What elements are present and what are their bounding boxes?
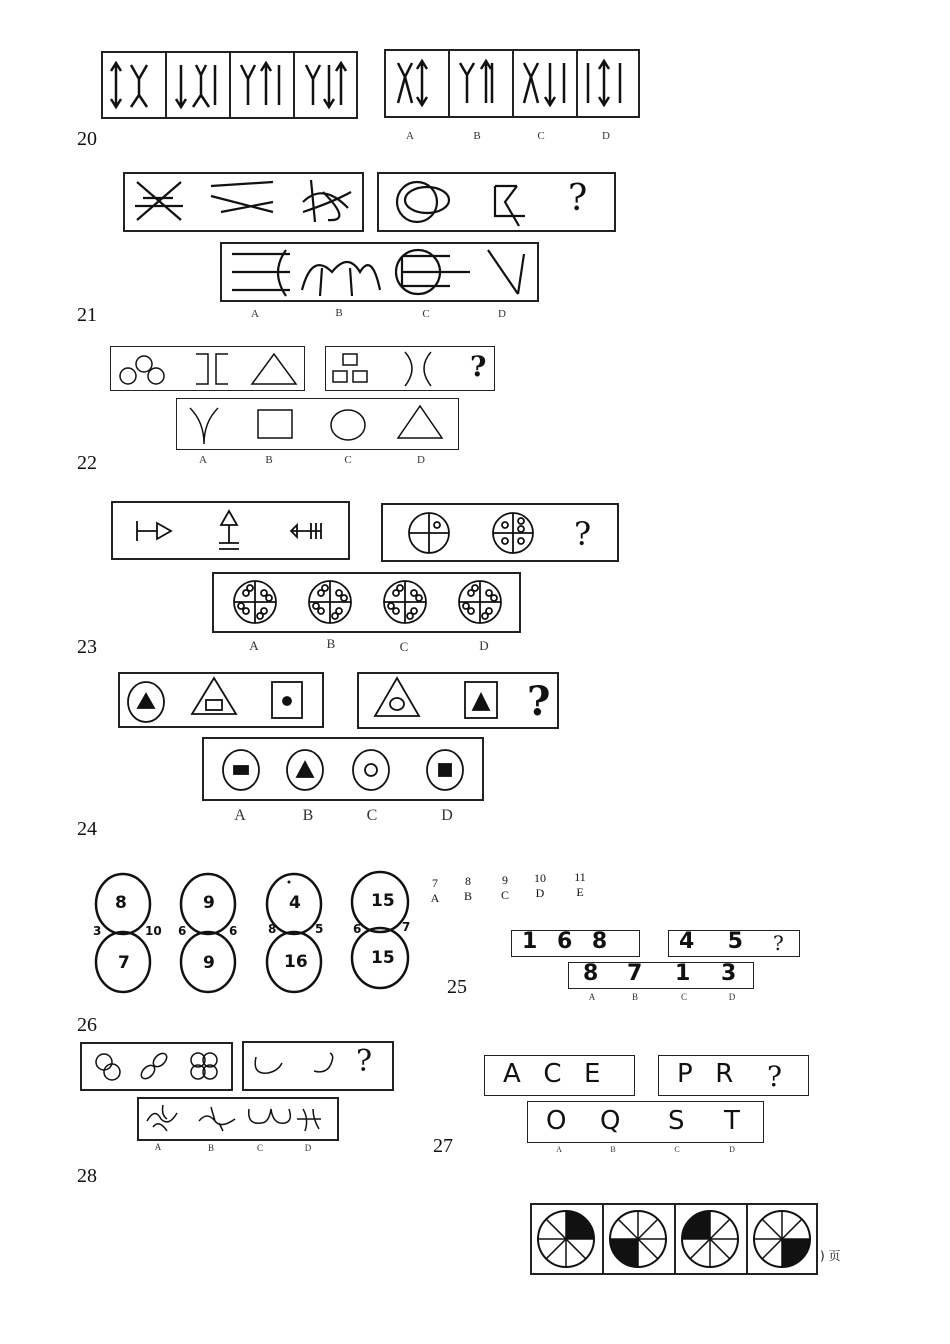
numbers-option-c[interactable]: 1 — [675, 961, 691, 986]
q27-options-box — [527, 1101, 764, 1143]
q28-number: 28 — [77, 1165, 97, 1187]
q27-question-mark: ? — [767, 1060, 783, 1093]
q27-option-c-label: C — [674, 1145, 680, 1154]
q25-c1-left: 3 — [93, 924, 102, 938]
q21-option-d-label: D — [498, 308, 506, 320]
numbers-options-box — [568, 962, 754, 989]
q27-option-a[interactable]: O — [546, 1106, 567, 1136]
page-footer: ) 页 — [820, 1249, 841, 1263]
q25-c1-top: 8 — [115, 893, 127, 913]
q25-choice-e-value: 11 — [574, 870, 586, 884]
q24-question-mark: ? — [527, 678, 551, 725]
q20-option-b-label: B — [473, 130, 481, 142]
q26-stem-figures-1 — [80, 1042, 233, 1091]
numbers-stem-box-2 — [668, 930, 800, 957]
q25-c3-bottom: 16 — [284, 952, 308, 972]
q24-option-b-label: B — [302, 807, 314, 824]
q22-number: 22 — [77, 452, 97, 474]
q26-number: 26 — [77, 1014, 97, 1036]
q23-option-c-label: C — [399, 639, 409, 654]
q24-stem-figures-1 — [118, 672, 324, 728]
q25-number: 25 — [447, 976, 467, 998]
q27-stem-box-2 — [658, 1055, 809, 1096]
q26-option-b-label: B — [207, 1143, 214, 1153]
numbers-option-b[interactable]: 7 — [627, 961, 643, 986]
q21-question-mark: ? — [568, 178, 588, 219]
q27-option-c[interactable]: S — [668, 1106, 685, 1136]
q22-option-b-label: B — [265, 454, 273, 466]
q22-stem-figures-1 — [110, 346, 305, 391]
numbers-option-d[interactable]: 3 — [721, 961, 737, 986]
q27-row1a: A C E — [503, 1059, 603, 1089]
numbers-option-b-label: B — [631, 992, 638, 1002]
q27-number: 27 — [433, 1135, 453, 1157]
q23-option-d-label: D — [479, 638, 489, 653]
q27-option-a-label: A — [556, 1145, 562, 1154]
q21-stem-figures-1 — [123, 172, 364, 232]
q25-c2-left: 6 — [178, 924, 187, 938]
q26-question-mark: ? — [356, 1044, 373, 1079]
numbers-row1a: 1 6 8 — [522, 929, 614, 954]
q25-circle-figures — [80, 862, 420, 997]
q27-option-d[interactable]: T — [724, 1106, 740, 1136]
q24-option-d-label: D — [441, 807, 453, 824]
q25-choice-e-letter: E — [576, 885, 584, 899]
q20-option-d-label: D — [602, 130, 610, 142]
q21-option-figures[interactable] — [220, 242, 539, 302]
q23-number: 23 — [77, 636, 97, 658]
q24-number: 24 — [77, 818, 97, 840]
numbers-option-a-label: A — [588, 992, 596, 1002]
q25-c4-bottom: 15 — [371, 948, 395, 968]
numbers-question-mark: ? — [773, 931, 784, 955]
q22-option-c-label: C — [344, 454, 352, 466]
q23-stem-figures-1 — [111, 501, 350, 560]
q25-choice-d-value: 10 — [534, 871, 546, 885]
q25-c4-left: 6 — [353, 922, 362, 936]
page-footer-text: 页 — [828, 1249, 841, 1263]
q21-option-c-label: C — [422, 308, 430, 320]
q24-option-c-label: C — [366, 807, 378, 824]
q21-number: 21 — [77, 304, 97, 326]
q26-option-figures[interactable] — [137, 1097, 339, 1141]
q21-option-a-label: A — [251, 308, 259, 320]
q20-option-c-label: C — [537, 130, 545, 142]
q25-c4-top: 15 — [371, 891, 395, 911]
q20-number: 20 — [77, 128, 97, 150]
q23-option-a-label: A — [249, 638, 259, 653]
q22-option-a-label: A — [199, 454, 207, 466]
q25-choices[interactable] — [420, 870, 600, 910]
numbers-row1b: 4 5 — [679, 929, 749, 954]
q22-question-mark: ? — [470, 350, 487, 383]
q25-choice-a-letter: A — [430, 891, 440, 905]
q25-c1-bottom: 7 — [118, 953, 130, 973]
q22-option-d-label: D — [417, 454, 425, 466]
q26-option-c-label: C — [256, 1143, 263, 1153]
q20-option-figures[interactable] — [384, 49, 640, 118]
q24-option-figures[interactable] — [202, 737, 484, 801]
q27-stem-box-1 — [484, 1055, 635, 1096]
q25-choice-c-letter: C — [500, 888, 509, 902]
q25-choice-c-value: 9 — [502, 873, 508, 887]
q27-option-d-label: D — [729, 1145, 735, 1154]
q25-c2-bottom: 9 — [203, 953, 215, 973]
numbers-option-a[interactable]: 8 — [583, 961, 599, 986]
q25-choice-d-letter: D — [535, 886, 545, 900]
q26-option-a-label: A — [154, 1142, 162, 1152]
q25-c2-top: 9 — [203, 893, 215, 913]
q25-c3-right: 5 — [315, 922, 324, 936]
q27-row1b: P R — [677, 1059, 736, 1089]
q25-c1-right: 10 — [145, 924, 162, 938]
q26-option-d-label: D — [304, 1143, 312, 1153]
q25-choice-b-value: 8 — [465, 874, 471, 888]
q25-c4-right: 7 — [402, 920, 411, 934]
numbers-option-d-label: D — [728, 992, 736, 1002]
q23-option-b-label: B — [326, 636, 336, 651]
numbers-option-c-label: C — [680, 992, 687, 1002]
q25-c2-right: 6 — [229, 924, 238, 938]
q25-choice-a-value: 7 — [432, 876, 438, 890]
q23-option-figures[interactable] — [212, 572, 521, 633]
q22-option-figures[interactable] — [176, 398, 459, 450]
q24-option-a-label: A — [234, 807, 246, 824]
q27-option-b-label: B — [610, 1145, 616, 1154]
q25-choice-b-letter: B — [463, 889, 472, 903]
q25-c3-left: 8 — [268, 922, 277, 936]
numbers-stem-box-1 — [511, 930, 640, 957]
q23-question-mark: ? — [574, 515, 592, 553]
q21-option-b-label: B — [335, 307, 343, 319]
q28-wheel-figures — [530, 1203, 818, 1275]
q20-stem-figures — [101, 51, 358, 119]
q25-c3-top: 4 — [289, 893, 301, 913]
q27-option-b[interactable]: Q — [600, 1106, 621, 1136]
q20-option-a-label: A — [406, 130, 414, 142]
